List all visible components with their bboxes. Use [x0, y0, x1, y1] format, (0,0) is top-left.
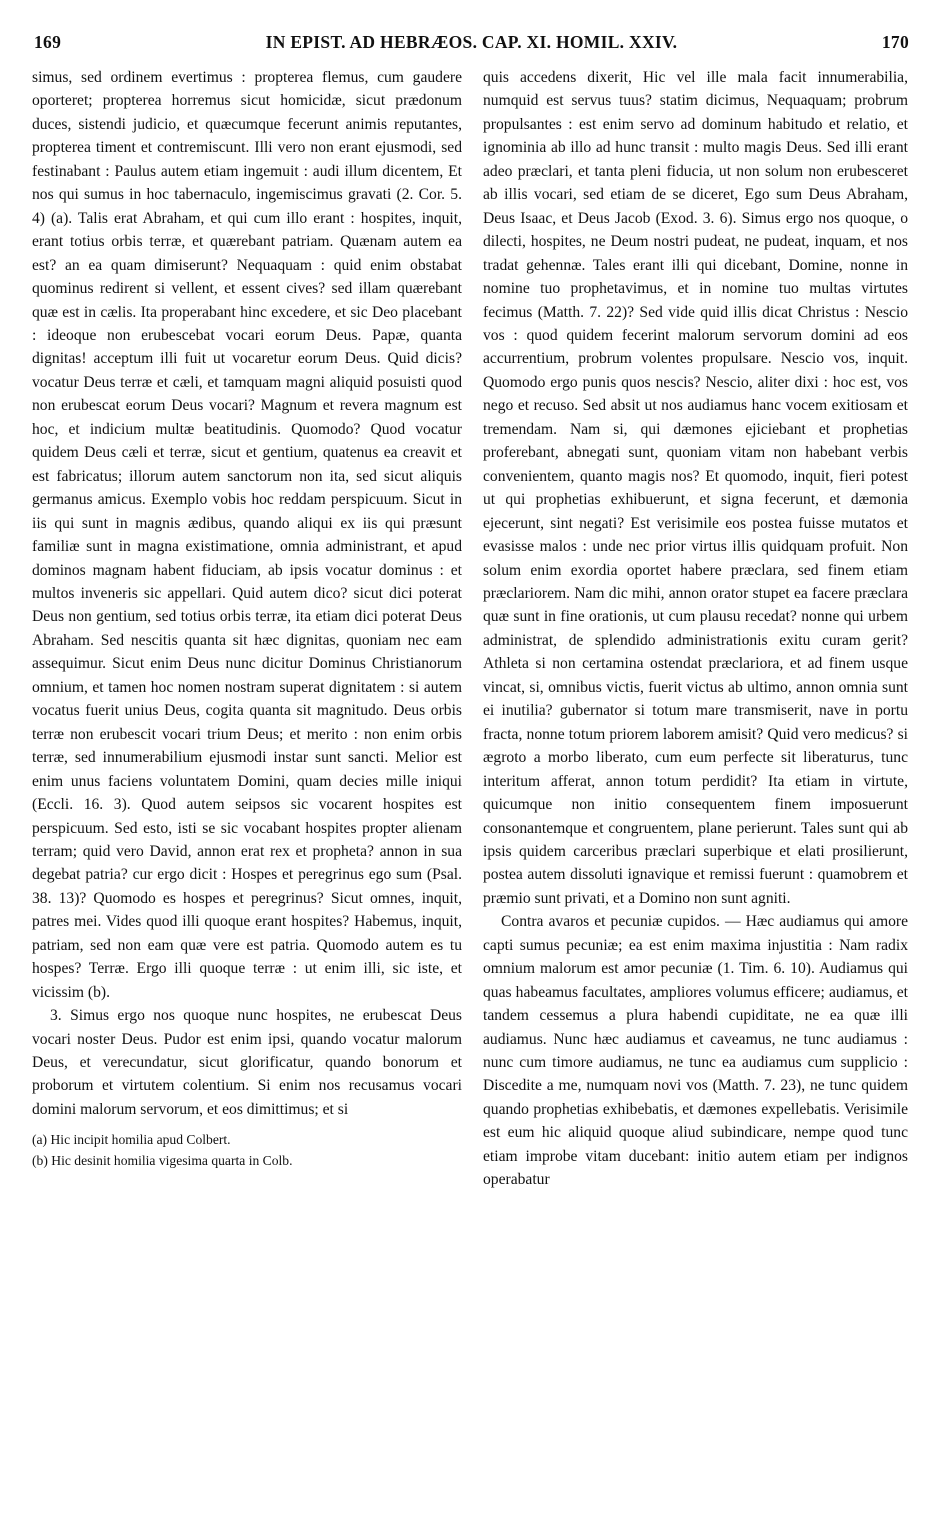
left-paragraph-1: simus, sed ordinem evertimus : propterea flemus, cum gaudere oporteret; propterea horremus sicut homicidæ, sicut prædonum duces, sistendi judicio, et quæcumque fecerunt animis reputantes, propterea timent et contremiscunt. Illi vero non erant ejusmodi, sed festinabant : Paulus autem etiam ingemuit : audi illum dicentem, Et nos qui sumus in hoc tabernaculo, ingemiscimus gravati (2. Cor. 5. 4) (a). Talis erat Abraham, et qui cum illo erant : hospites, inquit, erant totius orbis terræ, et quærebant patriam. Quænam autem ea est? an ea quam dimiserunt? Nequaquam : quid enim obstabat quominus redirent si vellent, et essent cives? sed illam quærebant quæ est in cælis. Ita properabant hinc excedere, et sic Deo placebant : ideoque non erubescebat vocari eorum Deus. Papæ, quanta dignitas! acceptum illi fuit ut vocaretur eorum Deus. Quid dicis? vocatur Deus terræ et cæli, et tamquam magni aliquid posuisti quod non erubescat eorum Deus vocari? Magnum et revera magnum est hoc, et indicium multæ beatitudinis. Quomodo? Quod vocatur quidem Deus cæli et terræ, sicut et gentium, quatenus ea creavit et est fabricatus; illorum autem sanctorum non ita, sed sicut aliquis germanus amicus. Exemplo vobis hoc reddam perspicuum. Sicut in iis qui sunt in magnis ædibus, quando aliqui ex iis qui præsunt familiæ sunt in magna existimatione, omnia administrant, et apud dominos magnam habent fiduciam, ab ipsis vocatur dominus : et multos inveneris sic appellari. Quid autem dico? sicut dici poterat Deus non gentium, sed totius orbis terræ, ita etiam dici poterat Deus Abraham. Sed nescitis quanta sit hæc dignitas, quoniam nec eam assequimur. Sicut enim Deus nunc dicitur Dominus Christianorum omnium, et tamen hoc nomen nostram superat dignitatem : si autem vocatus fuerit unius Deus, cogita quanta sit magnitudo. Deus orbis terræ non erubescit vocari trium Deus; et merito : non enim orbis terræ, sed innumerabilium ejusmodi instar sunt sancti. Melior est enim unus faciens voluntatem Domini, quam decies mille iniqui (Eccli. 16. 3). Quod autem seipsos sic vocarent hospites est perspicuum. Sed esto, isti se sic vocabant hospites propter alienam terram; quid vero David, annon erat rex et propheta? annon in sua degebat patria? cur ergo dicit : Hospes et peregrinus ego sum (Psal. 38. 13)? Quomodo es hospes et peregrinus? Sicut omnes, inquit, patres mei. Vides quod illi quoque erant hospites? Habemus, inquit, patriam, sed non eam quæ vere est patria. Quomodo autem es tu hospes? Terræ. Ergo illi quoque terræ : ut enim illi, sic iste, et vicissim (b). — [32, 69, 462, 1001]
running-title: IN EPIST. AD HEBRÆOS. CAP. XI. HOMIL. XXIV. — [265, 32, 678, 52]
running-header — [34, 32, 909, 62]
footnotes — [32, 1129, 462, 1171]
page-number-left: 169 — [34, 32, 62, 52]
left-paragraph-2: 3. Simus ergo nos quoque nunc hospites, ne erubescat Deus vocari noster Deus. Pudor est enim ipsi, quando vocatur malorum Deus, et verecundatur, sicut glorificatur, quando bonorum et proborum et virtutem colentium. Si enim nos recusamus vocari domini malorum servorum, et eos dimittimus; et si — [32, 1007, 462, 1118]
footnote-a: (a) Hic incipit homilia apud Colbert. — [32, 1132, 231, 1148]
right-column — [483, 66, 908, 1192]
right-paragraph-2: Contra avaros et pecuniæ cupidos. — Hæc audiamus qui amore capti sumus pecuniæ; ea est enim maxima injustitia : Nam radix omnium malorum est amor pecuniæ (1. Tim. 6. 10). Audiamus qui quas habeamus facultates, ampliores volumus efficere; audiamus, et tandem cessemus a plura habendi cupiditate, ne ea quæ illi audiamus. Nunc hæc audiamus et caveamus, ne tunc audiamus : nunc cum timore audiamus, ne tunc ea audiamus cum supplicio : Discedite a me, numquam novi vos (Matth. 7. 23), ne tunc quidem quando prophetias exhibebatis, et dæmones expellebatis. Verisimile est eum hic aliquid quoque aliud subindicare, nempe quod tunc etiam improbe vitam ducebant: initio autem etiam per indignos operabatur — [483, 913, 908, 1189]
footnote-b: (b) Hic desinit homilia vigesima quarta in Colb. — [32, 1153, 293, 1169]
right-paragraph-1: quis accedens dixerit, Hic vel ille mala facit innumerabilia, numquid est servus tuus? statim dicimus, Nequaquam; probrum propulsantes : est enim servo ad dominum habitudo et relatio, et ignominia ab illo ad hunc transit : multo magis Deus. Sed illi erant adeo præclari, et tanta pleni fiducia, ut non solum non erubesceret ab illis vocari, sed etiam de se diceret, Ego sum Deus Abraham, Deus Isaac, et Deus Jacob (Exod. 3. 6). Simus ergo nos quoque, o dilecti, hospites, ne Deum nostri pudeat, ne pudeat, inquam, et nos tradat gehennæ. Tales erant illi qui dicebant, Domine, nonne in nomine tuo prophetavimus, et in nomine tuo multas virtutes fecimus (Matth. 7. 22)? Sed vide quid illis dicat Christus : Nescio vos : quod quidem fecerint malorum servorum domini ad eos accurrentium, probrum volentes propulsare. Nescio vos, inquit. Quomodo ergo punis quos nescis? Nescio, aliter dixi : hoc est, vos nego et recuso. Sed absit ut nos audiamus hanc vocem exitiosam et tremendam. Nam si, qui dæmones ejiciebant et prophetias proferebant, abnegati sunt, quoniam vitam non habebant verbis convenientem, quanto magis nos? Et quomodo, inquit, fieri potest ut qui prophetias exhibuerunt, et signa fecerunt, et dæmonia ejecerunt, sint negati? Est verisimile eos postea fuisse mutatos et evasisse malos : unde nec prior virtus illis quidquam profuit. Non solum enim exordia oportet habere præclara, sed finem etiam præclariorem. Nam dic mihi, annon orator stupet ea facere præclara quæ sunt in fine orationis, ut cum plausu recedat? nonne qui urbem administrat, de splendido administrationis exitu curam gerit? Athleta si non certamina ostendat præclariora, et ad finem usque vincat, si, omnibus victis, fuerit victus ab ultimo, annon omnia sunt ei inutilia? gubernator si totum mare transmiserit, nave in portu fracta, nonne totum priorem laborem amisit? Quid vero medicus? si ægroto a morbo liberato, cum eum perfecte sit liberaturus, tunc interitum afferat, annon totum perdidit? Ita etiam in virtute, quicumque non initio consequentem finem imposuerunt consonantemque et congruentem, plane perierunt. Tales sunt qui ab ipsis quidem carceribus præclari superbique et elati prosilierunt, postea autem dissoluti ignavique et remissi fuerunt : quamobrem et præmio sunt privati, et a Domino non sunt agniti. — [483, 69, 908, 907]
left-column — [32, 66, 462, 1171]
page-number-right: 170 — [881, 32, 909, 52]
